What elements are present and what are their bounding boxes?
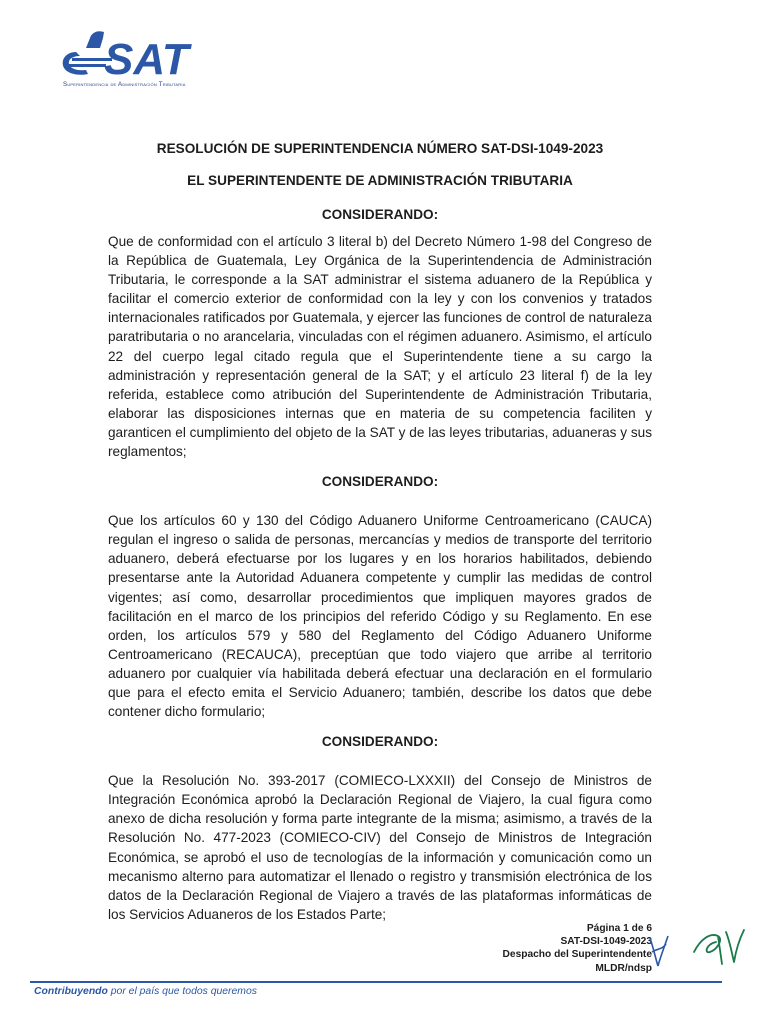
logo-subtitle: Superintendencia de Administración Tributaria xyxy=(63,81,186,88)
considerando-paragraph-1: Que de conformidad con el artículo 3 literal b) del Decreto Número 1-98 del Congreso de la República de Guatemala, Ley Orgánica de la Superintendencia de Administración Tributaria, le corresponde a la SAT administrar el sistema aduanero de la República y facilitar el comercio exterior de conformidad con la ley y con los convenios y tratados internacionales ratificados por Guatemala, y ejercer las funciones de control de naturaleza paratributaria o no arancelaria, vinculadas con el régimen aduanero. Asimismo, el artículo 22 del cuerpo legal citado regula que el Superintendente tiene a su cargo la administración y representación general de la SAT; y el artículo 23 literal f) de la ley referida, establece como atribución del Superintendente de Administración Tributaria, elaborar las disposiciones internas que en materia de su competencia faciliten y garanticen el cumplimiento del objeto de la SAT y de las leyes tributarias, aduaneras y sus reglamentos; xyxy=(108,234,652,460)
signature-icon xyxy=(688,922,748,970)
page-number: Página 1 de 6 xyxy=(586,923,652,934)
author-initials: MLDR/ndsp xyxy=(595,962,652,974)
page-footer-info xyxy=(503,922,652,975)
considerando-heading-1: CONSIDERANDO: xyxy=(321,207,439,222)
slogan-rest: por el país que todos queremos xyxy=(107,986,257,997)
sat-logo xyxy=(56,28,246,96)
initials-mark-icon xyxy=(646,930,672,970)
logo-wordmark: SAT xyxy=(104,35,189,84)
resolution-subtitle: EL SUPERINTENDENTE DE ADMINISTRACIÓN TRIBUTARIA xyxy=(187,173,573,188)
office-name: Despacho del Superintendente xyxy=(502,949,652,961)
considerando-paragraph-3: Que la Resolución No. 393-2017 (COMIECO-LXXXII) del Consejo de Ministros de Integración Económica aprobó la Declaración Regional de Viajero, la cual figura como anexo de dicha resolución y forma parte integrante de la misma; asimismo, a través de la Resolución No. 477-2023 (COMIECO-CIV) del Consejo de Ministros de Integración Económica, se aprobó el uso de tecnologías de la información y comunicación como un mecanismo alterno para automatizar el llenado o registro y transmisión electrónica de los datos de la Declaración Regional de Viajero a través de las plataformas informáticas de los Servicios Aduaneros de los Estados Parte; xyxy=(108,773,652,922)
considerando-heading-3: CONSIDERANDO: xyxy=(321,734,439,750)
footer-slogan xyxy=(34,986,257,997)
resolution-reference: SAT-DSI-1049-2023 xyxy=(560,936,652,948)
sat-logo-emblem-icon xyxy=(56,28,246,84)
resolution-document xyxy=(108,140,652,924)
considerando-paragraph-2: Que los artículos 60 y 130 del Código Aduanero Uniforme Centroamericano (CAUCA) regulan el ingreso o salida de personas, mercancías y medios de transporte del territorio aduanero, deberá efectuarse por los lugares y en los horarios habilitados, debiendo presentarse ante la Autoridad Aduanera competente y cumplir las medidas de control vigentes; así como, desarrollar procedimientos que impliquen mayores grados de facilitación en el marco de los principios del referido Código y su Reglamento. En ese orden, los artículos 579 y 580 del Reglamento del Código Aduanero Uniforme Centroamericano (RECAUCA), preceptúan que todo viajero que arribe al territorio aduanero por cualquier vía habilitada deberá efectuar una declaración en el formulario que para el efecto emita el Servicio Aduanero; también, describe los datos que debe contener dicho formulario; xyxy=(108,513,652,720)
resolution-title: RESOLUCIÓN DE SUPERINTENDENCIA NÚMERO SAT-DSI-1049-2023 xyxy=(156,141,604,156)
considerando-heading-2: CONSIDERANDO: xyxy=(321,474,439,490)
footer-divider xyxy=(30,981,722,983)
slogan-bold: Contribuyendo xyxy=(34,986,108,997)
